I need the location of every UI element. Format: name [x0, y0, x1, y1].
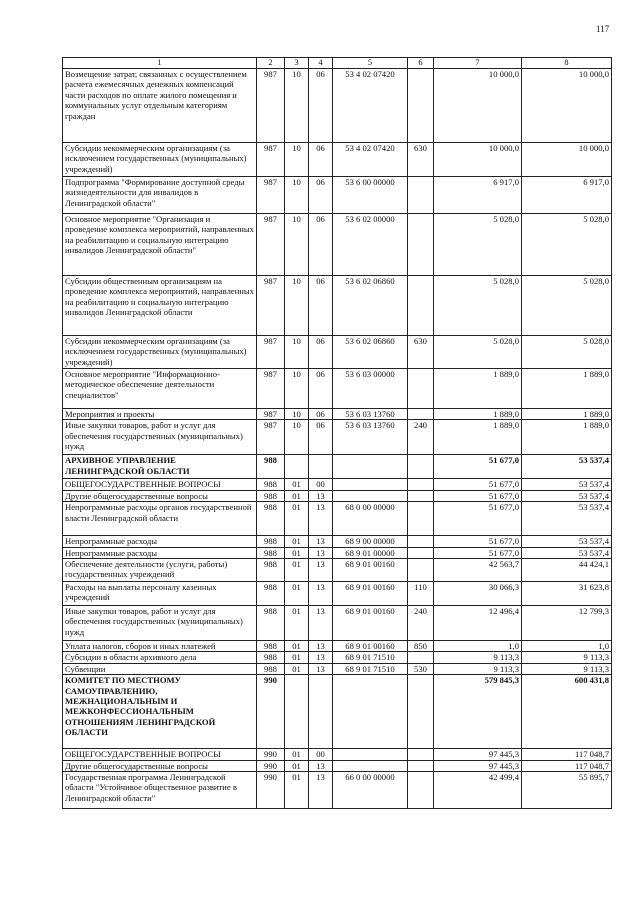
row-subsection: 06 — [309, 276, 333, 336]
row-expense-type: 630 — [408, 143, 434, 177]
row-sum-year-2: 31 623,8 — [522, 582, 612, 606]
row-section: 10 — [285, 336, 309, 369]
row-section: 01 — [285, 641, 309, 652]
row-sum-year-1: 1 889,0 — [434, 420, 522, 455]
row-expense-type — [408, 536, 434, 547]
header-col-1: 1 — [63, 58, 257, 69]
row-subsection: 06 — [309, 336, 333, 369]
row-grbs: 988 — [257, 536, 285, 547]
row-expense-type — [408, 369, 434, 409]
row-target-article: 53 6 02 06860 — [333, 276, 408, 336]
row-section: 01 — [285, 760, 309, 771]
row-section: 01 — [285, 663, 309, 674]
row-target-article: 53 4 02 07420 — [333, 143, 408, 177]
row-subsection: 00 — [309, 479, 333, 490]
row-target-article: 66 0 00 00000 — [333, 772, 408, 809]
table-row — [63, 749, 612, 760]
row-target-article — [333, 490, 408, 501]
row-expense-type — [408, 547, 434, 558]
row-target-article — [333, 479, 408, 490]
row-expense-type: 240 — [408, 420, 434, 455]
row-target-article: 53 6 03 00000 — [333, 369, 408, 409]
row-expense-type: 110 — [408, 582, 434, 606]
row-expense-type — [408, 502, 434, 536]
table-row — [63, 143, 612, 177]
row-section: 01 — [285, 502, 309, 536]
row-target-article — [333, 749, 408, 760]
row-name: Основное мероприятие "Организация и проведение комплекса мероприятий, направленных на реабилитацию и социальную интеграцию инвалидов Ленинградской области" — [63, 214, 257, 276]
row-sum-year-2: 53 537,4 — [522, 547, 612, 558]
row-name: Уплата налогов, сборов и иных платежей — [63, 641, 257, 652]
row-section: 01 — [285, 547, 309, 558]
row-subsection: 13 — [309, 547, 333, 558]
row-grbs: 987 — [257, 409, 285, 420]
row-section — [285, 675, 309, 749]
row-target-article: 68 0 00 00000 — [333, 502, 408, 536]
table-row — [63, 606, 612, 641]
row-name: АРХИВНОЕ УПРАВЛЕНИЕ ЛЕНИНГРАДСКОЙ ОБЛАСТИ — [63, 455, 257, 479]
table-row — [63, 369, 612, 409]
row-target-article — [333, 675, 408, 749]
row-section: 01 — [285, 582, 309, 606]
row-name: Основное мероприятие "Информационно-методическое обеспечение деятельности специалистов" — [63, 369, 257, 409]
row-target-article: 53 6 00 00000 — [333, 177, 408, 214]
table-body — [63, 69, 612, 809]
row-expense-type — [408, 490, 434, 501]
row-grbs: 990 — [257, 675, 285, 749]
row-name: Субсидии некоммерческим организациям (за исключением государственных (муниципальных) учреждений) — [63, 336, 257, 369]
row-section: 01 — [285, 559, 309, 582]
row-name: Подпрограмма "Формирование доступной среды жизнедеятельности для инвалидов в Ленинградской области" — [63, 177, 257, 214]
table-row — [63, 276, 612, 336]
row-grbs: 987 — [257, 420, 285, 455]
row-name: Непрограммные расходы — [63, 547, 257, 558]
row-grbs: 988 — [257, 502, 285, 536]
row-section: 01 — [285, 479, 309, 490]
row-sum-year-1: 51 677,0 — [434, 455, 522, 479]
row-subsection: 06 — [309, 409, 333, 420]
row-sum-year-2: 5 028,0 — [522, 336, 612, 369]
row-sum-year-1: 1 889,0 — [434, 369, 522, 409]
row-sum-year-2: 9 113,3 — [522, 652, 612, 663]
row-subsection: 13 — [309, 536, 333, 547]
row-sum-year-2: 53 537,4 — [522, 455, 612, 479]
row-sum-year-2: 10 000,0 — [522, 69, 612, 143]
table-row — [63, 455, 612, 479]
row-sum-year-1: 579 845,3 — [434, 675, 522, 749]
row-name: КОМИТЕТ ПО МЕСТНОМУ САМОУПРАВЛЕНИЮ, МЕЖНАЦИОНАЛЬНЫМ И МЕЖКОНФЕССИОНАЛЬНЫМ ОТНОШЕНИЯМ ЛЕНИНГРАДСКОЙ ОБЛАСТИ — [63, 675, 257, 749]
row-name: Обеспечение деятельности (услуги, работы) государственных учреждений — [63, 559, 257, 582]
row-target-article: 68 9 01 00160 — [333, 606, 408, 641]
row-sum-year-1: 10 000,0 — [434, 143, 522, 177]
row-sum-year-1: 51 677,0 — [434, 547, 522, 558]
row-sum-year-2: 12 799,3 — [522, 606, 612, 641]
header-col-5: 5 — [333, 58, 408, 69]
table-row — [63, 663, 612, 674]
row-subsection: 06 — [309, 214, 333, 276]
row-sum-year-2: 117 048,7 — [522, 760, 612, 771]
row-grbs: 988 — [257, 559, 285, 582]
row-name: Субсидии в области архивного дела — [63, 652, 257, 663]
row-name: ОБЩЕГОСУДАРСТВЕННЫЕ ВОПРОСЫ — [63, 479, 257, 490]
table-row — [63, 760, 612, 771]
table-row — [63, 772, 612, 809]
row-expense-type — [408, 276, 434, 336]
row-sum-year-1: 51 677,0 — [434, 502, 522, 536]
row-section: 01 — [285, 536, 309, 547]
row-sum-year-1: 1,0 — [434, 641, 522, 652]
row-expense-type — [408, 69, 434, 143]
row-sum-year-2: 5 028,0 — [522, 276, 612, 336]
row-sum-year-2: 53 537,4 — [522, 490, 612, 501]
row-section: 01 — [285, 490, 309, 501]
row-sum-year-2: 1,0 — [522, 641, 612, 652]
row-sum-year-1: 5 028,0 — [434, 336, 522, 369]
row-target-article: 68 9 01 00160 — [333, 559, 408, 582]
table-row — [63, 490, 612, 501]
table-row — [63, 177, 612, 214]
row-name: Возмещение затрат, связанных с осуществлением расчета ежемесячных денежных компенсаций части расходов по оплате жилого помещения и коммунальных услуг отдельным категориям граждан — [63, 69, 257, 143]
row-subsection: 06 — [309, 69, 333, 143]
row-sum-year-2: 600 431,8 — [522, 675, 612, 749]
row-sum-year-2: 1 889,0 — [522, 369, 612, 409]
row-grbs: 987 — [257, 143, 285, 177]
row-subsection: 13 — [309, 760, 333, 771]
row-sum-year-2: 10 000,0 — [522, 143, 612, 177]
row-sum-year-2: 117 048,7 — [522, 749, 612, 760]
row-section: 10 — [285, 420, 309, 455]
row-name: Государственная программа Ленинградской области "Устойчивое общественное развитие в Ленинградской области" — [63, 772, 257, 809]
row-subsection: 06 — [309, 177, 333, 214]
row-target-article: 68 9 01 00160 — [333, 641, 408, 652]
row-sum-year-1: 97 445,3 — [434, 749, 522, 760]
row-target-article: 53 6 02 00000 — [333, 214, 408, 276]
table-row — [63, 641, 612, 652]
row-subsection: 13 — [309, 772, 333, 809]
row-section: 10 — [285, 177, 309, 214]
row-grbs: 987 — [257, 69, 285, 143]
row-grbs: 988 — [257, 479, 285, 490]
table-row — [63, 420, 612, 455]
row-section: 01 — [285, 772, 309, 809]
row-sum-year-1: 9 113,3 — [434, 652, 522, 663]
row-name: Мероприятия и проекты — [63, 409, 257, 420]
row-grbs: 988 — [257, 547, 285, 558]
row-expense-type — [408, 760, 434, 771]
row-grbs: 987 — [257, 276, 285, 336]
row-expense-type — [408, 479, 434, 490]
row-sum-year-1: 51 677,0 — [434, 490, 522, 501]
row-expense-type — [408, 177, 434, 214]
row-subsection: 13 — [309, 641, 333, 652]
row-grbs: 987 — [257, 369, 285, 409]
row-grbs: 990 — [257, 749, 285, 760]
row-name: Иные закупки товаров, работ и услуг для обеспечения государственных (муниципальных) нужд — [63, 420, 257, 455]
row-sum-year-2: 44 424,1 — [522, 559, 612, 582]
row-name: Другие общегосударственные вопросы — [63, 490, 257, 501]
row-sum-year-2: 6 917,0 — [522, 177, 612, 214]
row-subsection: 13 — [309, 490, 333, 501]
row-target-article: 53 6 03 13760 — [333, 420, 408, 455]
row-subsection: 00 — [309, 749, 333, 760]
row-grbs: 987 — [257, 177, 285, 214]
row-section: 10 — [285, 276, 309, 336]
row-sum-year-1: 5 028,0 — [434, 276, 522, 336]
row-expense-type — [408, 409, 434, 420]
row-grbs: 988 — [257, 490, 285, 501]
row-target-article: 68 9 01 00000 — [333, 547, 408, 558]
row-target-article: 53 6 02 06860 — [333, 336, 408, 369]
row-subsection: 06 — [309, 369, 333, 409]
table-row — [63, 582, 612, 606]
row-name: Непрограммные расходы органов государственной власти Ленинградской области — [63, 502, 257, 536]
row-grbs: 987 — [257, 214, 285, 276]
row-grbs: 988 — [257, 641, 285, 652]
row-expense-type: 240 — [408, 606, 434, 641]
row-sum-year-1: 5 028,0 — [434, 214, 522, 276]
row-sum-year-2: 5 028,0 — [522, 214, 612, 276]
row-sum-year-2: 53 537,4 — [522, 479, 612, 490]
row-expense-type: 850 — [408, 641, 434, 652]
row-name: Субсидии некоммерческим организациям (за исключением государственных (муниципальных) учреждений) — [63, 143, 257, 177]
row-target-article: 68 9 01 71510 — [333, 652, 408, 663]
row-name: Иные закупки товаров, работ и услуг для обеспечения государственных (муниципальных) нужд — [63, 606, 257, 641]
table-row — [63, 502, 612, 536]
row-grbs: 988 — [257, 455, 285, 479]
row-target-article — [333, 455, 408, 479]
table-row — [63, 536, 612, 547]
row-subsection: 06 — [309, 420, 333, 455]
row-section: 10 — [285, 69, 309, 143]
row-sum-year-2: 55 895,7 — [522, 772, 612, 809]
row-section: 10 — [285, 143, 309, 177]
table-row — [63, 409, 612, 420]
row-expense-type: 630 — [408, 336, 434, 369]
row-sum-year-1: 51 677,0 — [434, 536, 522, 547]
row-subsection: 13 — [309, 606, 333, 641]
header-col-4: 4 — [309, 58, 333, 69]
row-sum-year-1: 10 000,0 — [434, 69, 522, 143]
row-target-article: 68 9 01 71510 — [333, 663, 408, 674]
row-expense-type — [408, 559, 434, 582]
row-name: ОБЩЕГОСУДАРСТВЕННЫЕ ВОПРОСЫ — [63, 749, 257, 760]
row-grbs: 988 — [257, 606, 285, 641]
row-expense-type — [408, 214, 434, 276]
row-name: Субвенции — [63, 663, 257, 674]
row-expense-type — [408, 772, 434, 809]
row-section: 01 — [285, 606, 309, 641]
row-grbs: 987 — [257, 336, 285, 369]
row-name: Непрограммные расходы — [63, 536, 257, 547]
row-name: Субсидии общественным организациям на проведение комплекса мероприятий, направленных на реабилитацию и социальную интеграцию инвалидов Ленинградской области — [63, 276, 257, 336]
header-col-6: 6 — [408, 58, 434, 69]
row-sum-year-1: 1 889,0 — [434, 409, 522, 420]
row-sum-year-1: 97 445,3 — [434, 760, 522, 771]
row-section — [285, 455, 309, 479]
table-row — [63, 214, 612, 276]
header-col-8: 8 — [522, 58, 612, 69]
table-row — [63, 652, 612, 663]
row-sum-year-2: 53 537,4 — [522, 536, 612, 547]
row-sum-year-1: 42 499,4 — [434, 772, 522, 809]
row-sum-year-1: 6 917,0 — [434, 177, 522, 214]
row-expense-type — [408, 652, 434, 663]
row-target-article: 53 4 02 07420 — [333, 69, 408, 143]
header-col-2: 2 — [257, 58, 285, 69]
table-row — [63, 559, 612, 582]
row-sum-year-1: 12 496,4 — [434, 606, 522, 641]
budget-table — [62, 57, 612, 809]
row-sum-year-1: 9 113,3 — [434, 663, 522, 674]
row-grbs: 990 — [257, 772, 285, 809]
row-name: Расходы на выплаты персоналу казенных учреждений — [63, 582, 257, 606]
row-sum-year-1: 51 677,0 — [434, 479, 522, 490]
row-section: 10 — [285, 214, 309, 276]
row-subsection — [309, 455, 333, 479]
row-sum-year-2: 9 113,3 — [522, 663, 612, 674]
row-subsection: 13 — [309, 502, 333, 536]
header-col-7: 7 — [434, 58, 522, 69]
table-row — [63, 675, 612, 749]
row-sum-year-1: 30 066,3 — [434, 582, 522, 606]
row-sum-year-1: 42 563,7 — [434, 559, 522, 582]
row-subsection: 06 — [309, 143, 333, 177]
row-section: 10 — [285, 369, 309, 409]
table-row — [63, 336, 612, 369]
row-grbs: 988 — [257, 663, 285, 674]
row-subsection: 13 — [309, 559, 333, 582]
row-expense-type — [408, 675, 434, 749]
row-target-article: 68 9 01 00160 — [333, 582, 408, 606]
row-target-article: 53 6 03 13760 — [333, 409, 408, 420]
row-section: 10 — [285, 409, 309, 420]
table-row — [63, 69, 612, 143]
page-number: 117 — [596, 24, 610, 34]
row-section: 01 — [285, 652, 309, 663]
row-subsection: 13 — [309, 652, 333, 663]
header-col-3: 3 — [285, 58, 309, 69]
row-sum-year-2: 53 537,4 — [522, 502, 612, 536]
row-sum-year-2: 1 889,0 — [522, 420, 612, 455]
row-grbs: 990 — [257, 760, 285, 771]
row-expense-type — [408, 749, 434, 760]
row-target-article — [333, 760, 408, 771]
row-subsection — [309, 675, 333, 749]
row-subsection: 13 — [309, 663, 333, 674]
row-grbs: 988 — [257, 582, 285, 606]
header-row — [63, 58, 612, 69]
row-sum-year-2: 1 889,0 — [522, 409, 612, 420]
table-row — [63, 547, 612, 558]
row-target-article: 68 9 00 00000 — [333, 536, 408, 547]
row-expense-type — [408, 455, 434, 479]
table-row — [63, 479, 612, 490]
row-subsection: 13 — [309, 582, 333, 606]
row-expense-type: 530 — [408, 663, 434, 674]
row-section: 01 — [285, 749, 309, 760]
row-name: Другие общегосударственные вопросы — [63, 760, 257, 771]
row-grbs: 988 — [257, 652, 285, 663]
